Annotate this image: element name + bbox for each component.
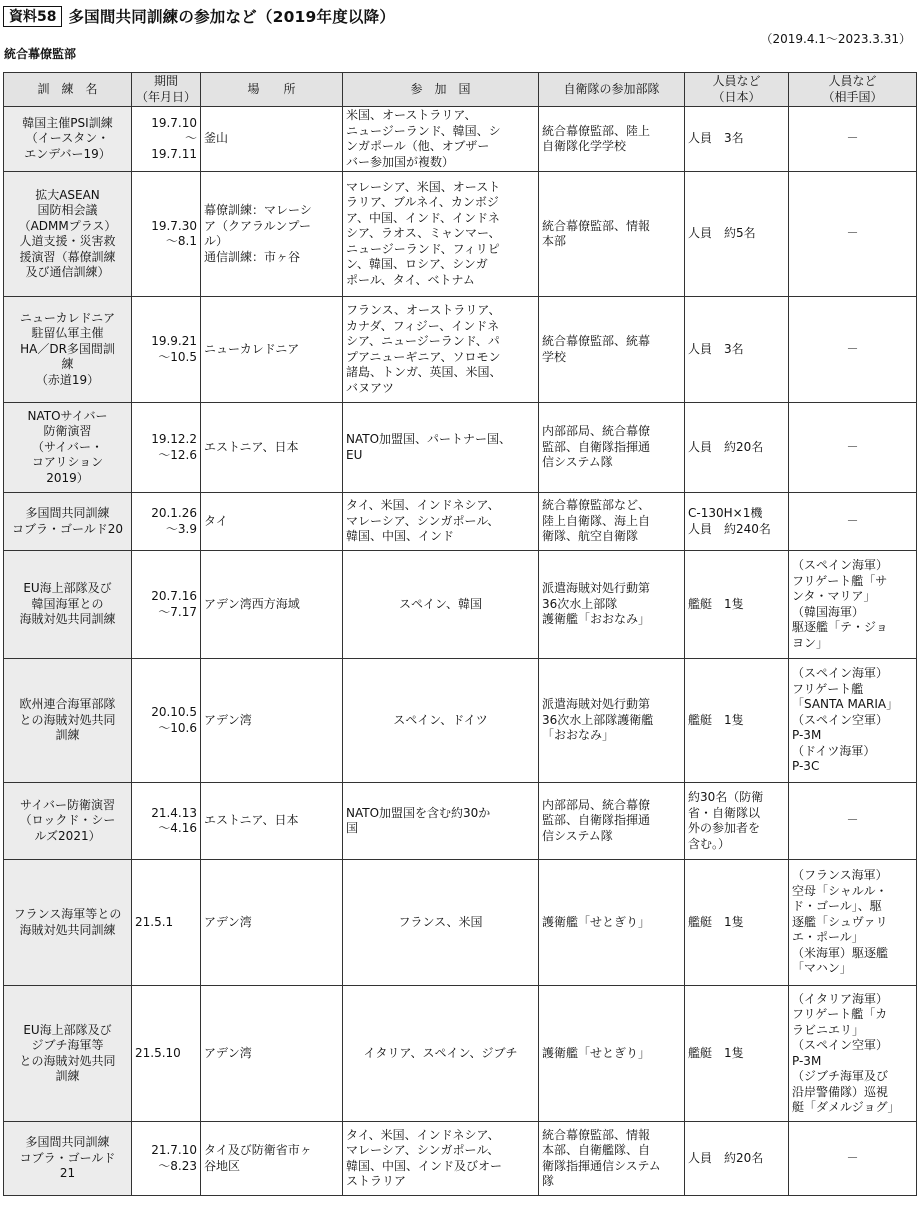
training-period: 21.5.1: [132, 860, 201, 986]
participating-countries: マレーシア、米国、オースト ラリア、ブルネイ、カンボジ ア、中国、インド、インドネ シア、ラオス、ミャンマー、 ニュージーランド、フィリピ ン、韓国、ロシア、シンガ ポール、タイ、ベトナム: [343, 172, 539, 297]
table-header-row: [4, 73, 917, 107]
personnel-partner: －: [789, 297, 917, 403]
period-range: （2019.4.1～2023.3.31）: [760, 32, 911, 46]
document-header: [3, 3, 395, 29]
table-row: [4, 403, 917, 493]
table-row: [4, 297, 917, 403]
training-period: 19.9.21 ～10.5: [132, 297, 201, 403]
participating-countries: フランス、オーストラリア、 カナダ、フィジー、インドネ シア、ニュージーランド、パ プアニューギニア、ソロモン 諸島、トンガ、英国、米国、 バヌアツ: [343, 297, 539, 403]
training-name: ニューカレドニア 駐留仏軍主催 HA／DR多国間訓 練 （赤道19）: [4, 297, 132, 403]
sdf-units: 内部部局、統合幕僚 監部、自衛隊指揮通 信システム隊: [539, 403, 685, 493]
col-header-personnel-japan: 人員など （日本）: [685, 73, 789, 107]
personnel-japan: 艦艇 1隻: [685, 551, 789, 659]
sdf-units: 護衛艦「せとぎり」: [539, 986, 685, 1122]
col-header-units: 自衛隊の参加部隊: [539, 73, 685, 107]
participating-countries: タイ、米国、インドネシア、 マレーシア、シンガポール、 韓国、中国、インド及びオー ストラリア: [343, 1122, 539, 1196]
training-period: 19.7.10 ～ 19.7.11: [132, 107, 201, 172]
training-name: NATOサイバー 防衛演習 （サイバー・ コアリション 2019）: [4, 403, 132, 493]
training-name: 多国間共同訓練 コブラ・ゴールド 21: [4, 1122, 132, 1196]
personnel-partner: （スペイン海軍） フリゲート艦 「SANTA MARIA」 （スペイン空軍） P-3M （ドイツ海軍） P-3C: [789, 659, 917, 783]
training-location: エストニア、日本: [201, 783, 343, 860]
personnel-partner: －: [789, 1122, 917, 1196]
participating-countries: NATO加盟国、パートナー国、 EU: [343, 403, 539, 493]
personnel-partner: －: [789, 493, 917, 551]
personnel-partner: －: [789, 783, 917, 860]
sdf-units: 派遣海賊対処行動第 36次水上部隊護衛艦 「おおなみ」: [539, 659, 685, 783]
col-header-personnel-partner: 人員など （相手国）: [789, 73, 917, 107]
training-period: 21.5.10: [132, 986, 201, 1122]
training-name: 多国間共同訓練 コブラ・ゴールド20: [4, 493, 132, 551]
training-table: [3, 72, 917, 1196]
training-name: フランス海軍等との 海賊対処共同訓練: [4, 860, 132, 986]
training-location: エストニア、日本: [201, 403, 343, 493]
training-location: アデン湾: [201, 659, 343, 783]
training-period: 21.7.10 ～8.23: [132, 1122, 201, 1196]
personnel-partner: （スペイン海軍） フリゲート艦「サ ンタ・マリア」 （韓国海軍） 駆逐艦「テ・ジョ ヨン」: [789, 551, 917, 659]
personnel-japan: 人員 約5名: [685, 172, 789, 297]
training-name: 欧州連合海軍部隊 との海賊対処共同 訓練: [4, 659, 132, 783]
training-location: 幕僚訓練：マレーシ ア（クアラルンプー ル） 通信訓練：市ヶ谷: [201, 172, 343, 297]
training-name: 韓国主催PSI訓練 （イースタン・ エンデバー19）: [4, 107, 132, 172]
sdf-units: 内部部局、統合幕僚 監部、自衛隊指揮通 信システム隊: [539, 783, 685, 860]
table-row: [4, 1122, 917, 1196]
training-location: タイ及び防衛省市ヶ 谷地区: [201, 1122, 343, 1196]
training-name: サイバー防衛演習 （ロックド・シー ルズ2021）: [4, 783, 132, 860]
participating-countries: フランス、米国: [343, 860, 539, 986]
personnel-partner: －: [789, 172, 917, 297]
col-header-location: 場 所: [201, 73, 343, 107]
training-period: 20.7.16 ～7.17: [132, 551, 201, 659]
training-period: 19.12.2 ～12.6: [132, 403, 201, 493]
document-title: 多国間共同訓練の参加など（2019年度以降）: [68, 8, 396, 26]
training-location: タイ: [201, 493, 343, 551]
personnel-partner: （イタリア海軍） フリゲート艦「カ ラビニエリ」 （スペイン空軍） P-3M （ジブチ海軍及び 沿岸警備隊）巡視 艇「ダメルジョグ」: [789, 986, 917, 1122]
sdf-units: 統合幕僚監部、統幕 学校: [539, 297, 685, 403]
table-row: [4, 783, 917, 860]
document-badge: 資料58: [3, 6, 62, 27]
training-name: EU海上部隊及び 韓国海軍との 海賊対処共同訓練: [4, 551, 132, 659]
personnel-japan: 人員 3名: [685, 107, 789, 172]
sdf-units: 統合幕僚監部など、 陸上自衛隊、海上自 衛隊、航空自衛隊: [539, 493, 685, 551]
personnel-partner: （フランス海軍） 空母「シャルル・ ド・ゴール」、駆 逐艦「シュヴァリ エ・ポール」 （米海軍）駆逐艦 「マハン」: [789, 860, 917, 986]
personnel-japan: 約30名（防衛 省・自衛隊以 外の参加者を 含む。）: [685, 783, 789, 860]
training-name: 拡大ASEAN 国防相会議 （ADMMプラス） 人道支援・災害救 援演習（幕僚訓練 及び通信訓練）: [4, 172, 132, 297]
training-name: EU海上部隊及び ジブチ海軍等 との海賊対処共同 訓練: [4, 986, 132, 1122]
sdf-units: 護衛艦「せとぎり」: [539, 860, 685, 986]
participating-countries: イタリア、スペイン、ジブチ: [343, 986, 539, 1122]
personnel-japan: 人員 3名: [685, 297, 789, 403]
sdf-units: 派遣海賊対処行動第 36次水上部隊 護衛艦「おおなみ」: [539, 551, 685, 659]
training-period: 20.1.26 ～3.9: [132, 493, 201, 551]
training-location: アデン湾: [201, 860, 343, 986]
col-header-name: 訓 練 名: [4, 73, 132, 107]
table-row: [4, 860, 917, 986]
training-location: ニューカレドニア: [201, 297, 343, 403]
training-period: 21.4.13 ～4.16: [132, 783, 201, 860]
training-period: 19.7.30 ～8.1: [132, 172, 201, 297]
participating-countries: 米国、オーストラリア、 ニュージーランド、韓国、シ ンガポール（他、オブザー バー参加国が複数）: [343, 107, 539, 172]
table-row: [4, 107, 917, 172]
personnel-japan: 人員 約20名: [685, 1122, 789, 1196]
training-location: 釜山: [201, 107, 343, 172]
table-row: [4, 659, 917, 783]
sdf-units: 統合幕僚監部、情報 本部、自衛艦隊、自 衛隊指揮通信システム 隊: [539, 1122, 685, 1196]
organization-label: 統合幕僚監部: [4, 47, 77, 61]
sdf-units: 統合幕僚監部、情報 本部: [539, 172, 685, 297]
col-header-period: 期間 （年月日）: [132, 73, 201, 107]
sdf-units: 統合幕僚監部、陸上 自衛隊化学学校: [539, 107, 685, 172]
personnel-japan: C-130H×1機 人員 約240名: [685, 493, 789, 551]
table-row: [4, 493, 917, 551]
table-row: [4, 172, 917, 297]
personnel-partner: －: [789, 107, 917, 172]
personnel-partner: －: [789, 403, 917, 493]
personnel-japan: 人員 約20名: [685, 403, 789, 493]
training-period: 20.10.5 ～10.6: [132, 659, 201, 783]
table-row: [4, 986, 917, 1122]
participating-countries: NATO加盟国を含む約30か 国: [343, 783, 539, 860]
participating-countries: タイ、米国、インドネシア、 マレーシア、シンガポール、 韓国、中国、インド: [343, 493, 539, 551]
participating-countries: スペイン、韓国: [343, 551, 539, 659]
training-location: アデン湾西方海域: [201, 551, 343, 659]
col-header-countries: 参 加 国: [343, 73, 539, 107]
training-location: アデン湾: [201, 986, 343, 1122]
table-row: [4, 551, 917, 659]
participating-countries: スペイン、ドイツ: [343, 659, 539, 783]
personnel-japan: 艦艇 1隻: [685, 659, 789, 783]
personnel-japan: 艦艇 1隻: [685, 986, 789, 1122]
personnel-japan: 艦艇 1隻: [685, 860, 789, 986]
